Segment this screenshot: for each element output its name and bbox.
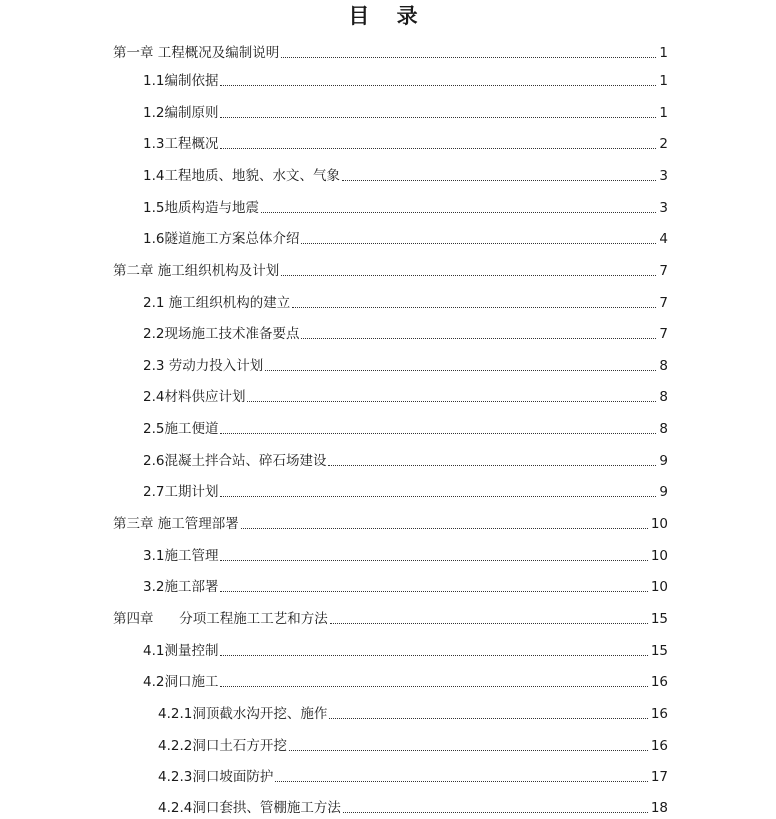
toc-entry-label: 1.6隧道施工方案总体介绍	[143, 231, 300, 247]
toc-entry-page: 9	[659, 453, 668, 469]
toc-entry-4-2[interactable]	[143, 671, 668, 691]
toc-entry-label: 1.4工程地质、地貌、水文、气象	[143, 168, 340, 184]
toc-entry-label: 2.2现场施工技术准备要点	[143, 326, 300, 342]
toc-entry-page: 10	[650, 548, 668, 564]
toc-entry-2-4[interactable]	[143, 386, 668, 406]
toc-entry-1-4[interactable]	[143, 165, 668, 185]
toc-entry-page: 18	[650, 800, 668, 816]
toc-entry-page: 7	[659, 295, 668, 311]
toc-entry-label: 2.7工期计划	[143, 484, 219, 500]
dot-leader	[220, 496, 656, 497]
toc-entry-page: 3	[659, 200, 668, 216]
dot-leader	[292, 307, 656, 308]
dot-leader	[289, 750, 648, 751]
toc-entry-page: 7	[659, 326, 668, 342]
toc-entry-label: 4.2.1洞顶截水沟开挖、施作	[158, 706, 328, 722]
toc-entry-page: 15	[650, 611, 668, 627]
toc-entry-chapter-2[interactable]	[113, 260, 668, 280]
dot-leader	[329, 718, 647, 719]
toc-entry-label: 3.1施工管理	[143, 548, 219, 564]
toc-entry-4-2-2[interactable]	[158, 735, 668, 755]
toc-entry-label: 第二章 施工组织机构及计划	[113, 263, 280, 279]
toc-entry-chapter-4[interactable]	[113, 608, 668, 628]
dot-leader	[275, 781, 647, 782]
toc-entry-page: 3	[659, 168, 668, 184]
toc-entry-label: 4.2.3洞口坡面防护	[158, 769, 274, 785]
toc-entry-page: 4	[659, 231, 668, 247]
dot-leader	[301, 338, 656, 339]
toc-entry-chapter-3[interactable]	[113, 513, 668, 533]
toc-entry-1-6[interactable]	[143, 228, 668, 248]
toc-entry-label: 4.1测量控制	[143, 643, 219, 659]
toc-entry-4-1[interactable]	[143, 640, 668, 660]
toc-entry-2-2[interactable]	[143, 323, 668, 343]
toc-entry-page: 2	[659, 136, 668, 152]
toc-entry-1-3[interactable]	[143, 133, 668, 153]
toc-entry-4-2-1[interactable]	[158, 703, 668, 723]
toc-entry-1-5[interactable]	[143, 197, 668, 217]
dot-leader	[301, 243, 656, 244]
toc-entry-4-2-4[interactable]	[158, 797, 668, 817]
toc-entry-2-3[interactable]	[143, 355, 668, 375]
toc-entry-label: 1.5地质构造与地震	[143, 200, 259, 216]
toc-entry-1-1[interactable]	[143, 70, 668, 90]
toc-entry-page: 10	[650, 579, 668, 595]
dot-leader	[220, 560, 647, 561]
toc-entry-label: 2.4材料供应计划	[143, 389, 246, 405]
toc-entry-2-6[interactable]	[143, 450, 668, 470]
toc-entry-page: 10	[650, 516, 668, 532]
dot-leader	[220, 117, 656, 118]
dot-leader	[261, 212, 656, 213]
dot-leader	[330, 623, 648, 624]
dot-leader	[281, 57, 656, 58]
toc-entry-label: 1.2编制原则	[143, 105, 219, 121]
toc-entry-page: 17	[650, 769, 668, 785]
dot-leader	[247, 401, 656, 402]
dot-leader	[265, 370, 656, 371]
dot-leader	[342, 180, 656, 181]
toc-entry-label: 第一章 工程概况及编制说明	[113, 45, 280, 61]
toc-entry-label: 2.3 劳动力投入计划	[143, 358, 264, 374]
toc-entry-page: 15	[650, 643, 668, 659]
toc-entry-3-2[interactable]	[143, 576, 668, 596]
toc-entry-2-1[interactable]	[143, 292, 668, 312]
toc-entry-page: 7	[659, 263, 668, 279]
document-title: 目 录	[348, 4, 428, 28]
toc-entry-label: 第三章 施工管理部署	[113, 516, 239, 532]
toc-entry-label: 4.2.2洞口土石方开挖	[158, 738, 287, 754]
toc-entry-3-1[interactable]	[143, 545, 668, 565]
dot-leader	[220, 85, 656, 86]
toc-entry-1-2[interactable]	[143, 102, 668, 122]
dot-leader	[281, 275, 656, 276]
toc-entry-chapter-1[interactable]	[113, 42, 668, 62]
toc-entry-page: 1	[659, 105, 668, 121]
toc-entry-page: 8	[659, 389, 668, 405]
toc-entry-2-5[interactable]	[143, 418, 668, 438]
toc-entry-page: 16	[650, 738, 668, 754]
toc-entry-label: 第四章 分项工程施工工艺和方法	[113, 611, 328, 627]
toc-entry-page: 1	[659, 45, 668, 61]
dot-leader	[343, 812, 648, 813]
toc-entry-page: 8	[659, 421, 668, 437]
toc-entry-page: 8	[659, 358, 668, 374]
toc-entry-label: 3.2施工部署	[143, 579, 219, 595]
toc-entry-label: 4.2.4洞口套拱、管棚施工方法	[158, 800, 341, 816]
dot-leader	[220, 148, 656, 149]
toc-entry-label: 2.6混凝土拌合站、碎石场建设	[143, 453, 327, 469]
dot-leader	[328, 465, 656, 466]
dot-leader	[220, 655, 647, 656]
dot-leader	[220, 591, 647, 592]
dot-leader	[220, 686, 647, 687]
toc-entry-label: 4.2洞口施工	[143, 674, 219, 690]
toc-entry-label: 1.3工程概况	[143, 136, 219, 152]
toc-entry-label: 1.1编制依据	[143, 73, 219, 89]
toc-entry-2-7[interactable]	[143, 481, 668, 501]
toc-entry-page: 9	[659, 484, 668, 500]
dot-leader	[220, 433, 656, 434]
toc-entry-label: 2.5施工便道	[143, 421, 219, 437]
toc-entry-4-2-3[interactable]	[158, 766, 668, 786]
dot-leader	[241, 528, 648, 529]
toc-entry-page: 16	[650, 674, 668, 690]
toc-entry-page: 1	[659, 73, 668, 89]
toc-entry-page: 16	[650, 706, 668, 722]
toc-entry-label: 2.1 施工组织机构的建立	[143, 295, 291, 311]
